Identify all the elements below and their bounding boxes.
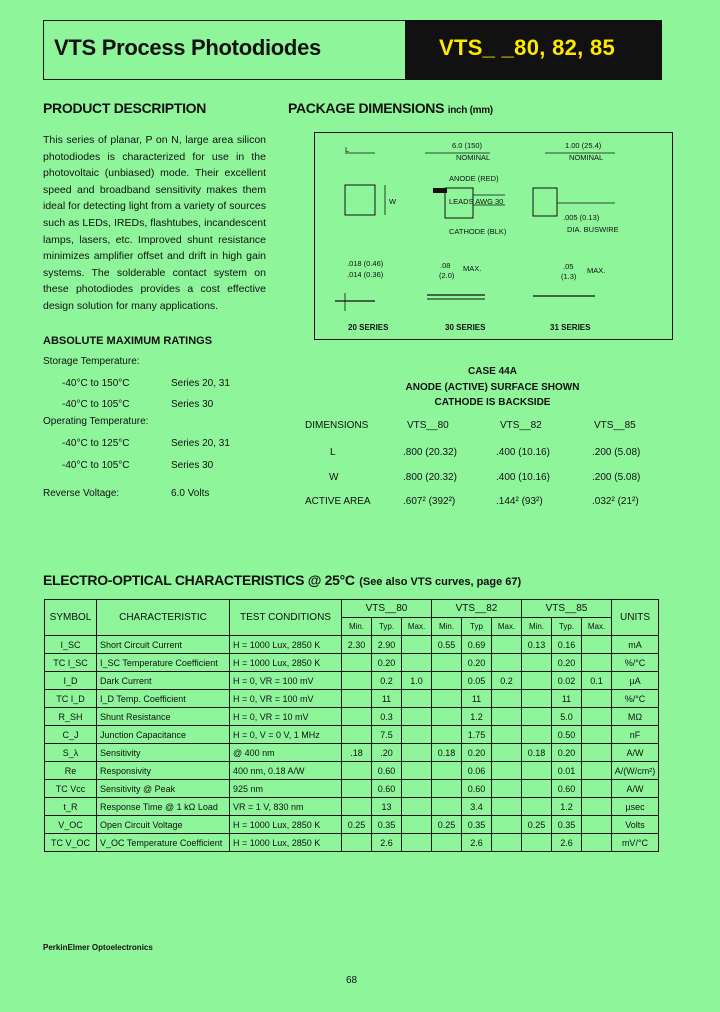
eo-cell-value — [522, 654, 552, 672]
eo-cell-value — [582, 744, 612, 762]
eo-cell-value — [522, 762, 552, 780]
eo-cell-test: 925 nm — [230, 780, 342, 798]
eo-cell-characteristic: Dark Current — [97, 672, 230, 690]
dim-row-l-name: L — [330, 447, 336, 458]
eo-cell-value: 0.35 — [552, 816, 582, 834]
eo-cell-test: H = 0, VR = 100 mV — [230, 672, 342, 690]
eo-cell-test: H = 0, V = 0 V, 1 MHz — [230, 726, 342, 744]
eo-cell-value: 0.69 — [462, 636, 492, 654]
table-row — [45, 708, 659, 726]
table-row — [45, 798, 659, 816]
pkg-d2: 1.00 (25.4) — [565, 141, 602, 150]
pkg-t1: .018 (0.46) — [347, 259, 384, 268]
table-row — [45, 834, 659, 852]
eo-cell-value: 11 — [372, 690, 402, 708]
eo-cell-test: 400 nm, 0.18 A/W — [230, 762, 342, 780]
storage-range-1: -40°C to 150°C — [62, 378, 130, 389]
eo-see-also: (See also VTS curves, page 67) — [359, 576, 522, 588]
ratings-heading: ABSOLUTE MAXIMUM RATINGS — [43, 335, 213, 347]
series-label-31: 31 SERIES — [550, 323, 591, 332]
eo-sub-max-80: Max. — [402, 618, 432, 636]
series-label-20: 20 SERIES — [348, 323, 389, 332]
dim-header-80: VTS__80 — [407, 420, 449, 431]
eo-cell-value — [492, 708, 522, 726]
eo-cell-value — [432, 798, 462, 816]
eo-cell-value — [402, 690, 432, 708]
eo-sub-typ-85: Typ. — [552, 618, 582, 636]
eo-cell-value — [582, 654, 612, 672]
eo-cell-value: 2.90 — [372, 636, 402, 654]
pkg-t2: .014 (0.36) — [347, 270, 384, 279]
eo-cell-value — [402, 636, 432, 654]
pkg-nominal2: NOMINAL — [569, 153, 604, 162]
eo-cell-value — [342, 672, 372, 690]
eo-sub-typ-82: Typ — [462, 618, 492, 636]
pkg-max2: MAX. — [587, 266, 606, 275]
dim-row-l-82: .400 (10.16) — [496, 447, 550, 458]
eo-cell-value: 13 — [372, 798, 402, 816]
package-heading-text: PACKAGE DIMENSIONS — [288, 100, 445, 116]
storage-range-2: -40°C to 105°C — [62, 399, 130, 410]
eo-cell-value — [432, 672, 462, 690]
eo-cell-symbol: t_R — [45, 798, 97, 816]
eo-cell-value: 1.2 — [462, 708, 492, 726]
eo-sub-max-82: Max. — [492, 618, 522, 636]
eo-cell-value: 0.55 — [432, 636, 462, 654]
eo-cell-value: 0.50 — [552, 726, 582, 744]
eo-cell-value: 0.01 — [552, 762, 582, 780]
eo-cell-unit: Volts — [612, 816, 659, 834]
eo-cell-value: 2.6 — [372, 834, 402, 852]
eo-col-test: TEST CONDITIONS — [230, 600, 342, 636]
table-row — [45, 816, 659, 834]
eo-cell-value — [402, 654, 432, 672]
eo-cell-value: 0.05 — [462, 672, 492, 690]
eo-cell-value — [492, 636, 522, 654]
eo-cell-value: 0.20 — [462, 654, 492, 672]
table-row — [45, 636, 659, 654]
eo-cell-symbol: V_OC — [45, 816, 97, 834]
eo-cell-value: 0.2 — [492, 672, 522, 690]
eo-cell-value — [522, 798, 552, 816]
case-number: CASE 44A — [468, 366, 517, 377]
eo-cell-unit: µsec — [612, 798, 659, 816]
eo-cell-value: 0.20 — [462, 744, 492, 762]
series30-tab — [433, 188, 447, 193]
eo-col-group-80: VTS__80 — [342, 600, 432, 618]
eo-cell-value — [582, 636, 612, 654]
eo-cell-value: 0.60 — [552, 780, 582, 798]
eo-cell-value — [402, 816, 432, 834]
pkg-l-label: L — [345, 145, 350, 154]
eo-cell-value — [402, 708, 432, 726]
eo-cell-value — [402, 726, 432, 744]
eo-sub-typ-80: Typ. — [372, 618, 402, 636]
pkg-leads: LEADS AWG 30 — [449, 197, 504, 206]
eo-cell-characteristic: I_SC Temperature Coefficient — [97, 654, 230, 672]
eo-cell-value — [582, 816, 612, 834]
eo-cell-value: 5.0 — [552, 708, 582, 726]
eo-cell-value — [402, 834, 432, 852]
eo-cell-symbol: R_SH — [45, 708, 97, 726]
operating-range-2: -40°C to 105°C — [62, 460, 130, 471]
eo-cell-test: H = 1000 Lux, 2850 K — [230, 654, 342, 672]
eo-cell-value: 2.6 — [462, 834, 492, 852]
series31-body — [533, 188, 557, 216]
eo-cell-value — [492, 780, 522, 798]
product-description-heading: PRODUCT DESCRIPTION — [43, 100, 207, 116]
dim-row-w-name: W — [329, 472, 339, 483]
eo-sub-min-82: Min. — [432, 618, 462, 636]
eo-cell-value: 0.25 — [522, 816, 552, 834]
eo-cell-value — [402, 798, 432, 816]
eo-cell-value — [342, 780, 372, 798]
eo-cell-value — [342, 726, 372, 744]
eo-cell-value — [342, 798, 372, 816]
pkg-max1: MAX. — [463, 264, 482, 273]
operating-range-1: -40°C to 125°C — [62, 438, 130, 449]
eo-cell-value: 3.4 — [462, 798, 492, 816]
eo-cell-value — [432, 834, 462, 852]
eo-cell-value — [342, 654, 372, 672]
eo-cell-value — [342, 708, 372, 726]
pkg-t3b: (2.0) — [439, 271, 455, 280]
eo-cell-unit: A/(W/cm²) — [612, 762, 659, 780]
eo-cell-value — [492, 816, 522, 834]
eo-cell-value: 11 — [462, 690, 492, 708]
eo-cell-value — [402, 780, 432, 798]
cathode-note: CATHODE IS BACKSIDE — [434, 397, 551, 408]
eo-cell-value: 0.35 — [372, 816, 402, 834]
dim-row-area-85: .032² (21²) — [592, 496, 639, 507]
eo-cell-value — [432, 726, 462, 744]
eo-cell-value — [432, 762, 462, 780]
eo-cell-value — [432, 708, 462, 726]
table-row — [45, 744, 659, 762]
eo-cell-value: 0.13 — [522, 636, 552, 654]
eo-cell-value — [492, 654, 522, 672]
series20-body — [345, 185, 375, 215]
header-title-box — [44, 21, 404, 79]
eo-cell-value: 0.3 — [372, 708, 402, 726]
eo-cell-symbol: S_λ — [45, 744, 97, 762]
page-header — [43, 20, 662, 80]
eo-cell-value: .20 — [372, 744, 402, 762]
eo-cell-value — [492, 798, 522, 816]
pkg-anode: ANODE (RED) — [449, 174, 499, 183]
dim-row-area-82: .144² (93²) — [496, 496, 543, 507]
eo-cell-unit: nF — [612, 726, 659, 744]
eo-col-group-82: VTS__82 — [432, 600, 522, 618]
eo-cell-value: 0.18 — [432, 744, 462, 762]
package-drawing-svg — [315, 133, 672, 339]
package-drawing — [314, 132, 673, 340]
dim-row-w-85: .200 (5.08) — [592, 472, 641, 483]
eo-cell-symbol: C_J — [45, 726, 97, 744]
eo-cell-value — [432, 780, 462, 798]
eo-cell-symbol: TC I_D — [45, 690, 97, 708]
eo-cell-unit: %/°C — [612, 654, 659, 672]
eo-cell-value: 2.30 — [342, 636, 372, 654]
eo-cell-value: 0.16 — [552, 636, 582, 654]
eo-cell-value — [582, 798, 612, 816]
series-label-30: 30 SERIES — [445, 323, 486, 332]
eo-cell-test: H = 0, VR = 100 mV — [230, 690, 342, 708]
eo-cell-value: 0.60 — [372, 762, 402, 780]
table-row — [45, 762, 659, 780]
eo-cell-characteristic: Sensitivity @ Peak — [97, 780, 230, 798]
eo-cell-value — [522, 780, 552, 798]
eo-cell-characteristic: I_D Temp. Coefficient — [97, 690, 230, 708]
eo-cell-value — [582, 780, 612, 798]
eo-cell-value: 0.20 — [552, 744, 582, 762]
dim-row-area-80: .607² (392²) — [403, 496, 456, 507]
eo-cell-value: 11 — [552, 690, 582, 708]
eo-col-symbol: SYMBOL — [45, 600, 97, 636]
dim-header-82: VTS__82 — [500, 420, 542, 431]
eo-cell-value — [342, 690, 372, 708]
eo-cell-value: 0.20 — [552, 654, 582, 672]
table-row — [45, 672, 659, 690]
eo-heading-text: ELECTRO-OPTICAL CHARACTERISTICS @ 25°C — [43, 572, 355, 588]
dim-row-w-82: .400 (10.16) — [496, 472, 550, 483]
eo-cell-unit: µA — [612, 672, 659, 690]
eo-cell-unit: mV/°C — [612, 834, 659, 852]
dim-header-85: VTS__85 — [594, 420, 636, 431]
eo-cell-characteristic: Shunt Resistance — [97, 708, 230, 726]
eo-cell-value: 1.75 — [462, 726, 492, 744]
eo-cell-value — [522, 672, 552, 690]
eo-cell-symbol: I_SC — [45, 636, 97, 654]
eo-cell-value — [432, 654, 462, 672]
eo-cell-value — [492, 762, 522, 780]
eo-cell-value — [492, 834, 522, 852]
eo-cell-value — [402, 762, 432, 780]
eo-cell-test: VR = 1 V, 830 nm — [230, 798, 342, 816]
dim-row-l-80: .800 (20.32) — [403, 447, 457, 458]
operating-series-2: Series 30 — [171, 460, 214, 471]
eo-sub-max-85: Max. — [582, 618, 612, 636]
eo-table-body — [45, 636, 659, 852]
package-dimensions-heading — [288, 100, 493, 116]
eo-cell-value: 1.2 — [552, 798, 582, 816]
eo-table — [44, 599, 659, 852]
storage-label: Storage Temperature: — [43, 356, 140, 367]
eo-cell-value: 0.60 — [462, 780, 492, 798]
footer-company: PerkinElmer Optoelectronics — [43, 943, 153, 952]
eo-cell-value — [522, 726, 552, 744]
eo-cell-symbol: Re — [45, 762, 97, 780]
pkg-d1: 6.0 (150) — [452, 141, 483, 150]
eo-cell-value — [522, 690, 552, 708]
eo-cell-value — [492, 690, 522, 708]
eo-sub-min-80: Min. — [342, 618, 372, 636]
dim-row-w-80: .800 (20.32) — [403, 472, 457, 483]
package-unit: inch (mm) — [447, 105, 493, 116]
eo-sub-min-85: Min. — [522, 618, 552, 636]
eo-cell-characteristic: Open Circuit Voltage — [97, 816, 230, 834]
eo-col-units: UNITS — [612, 600, 659, 636]
eo-cell-unit: %/°C — [612, 690, 659, 708]
eo-cell-value — [582, 726, 612, 744]
eo-cell-test: H = 1000 Lux, 2850 K — [230, 636, 342, 654]
eo-cell-value: .18 — [342, 744, 372, 762]
storage-series-1: Series 20, 31 — [171, 378, 230, 389]
eo-cell-characteristic: Response Time @ 1 kΩ Load — [97, 798, 230, 816]
eo-cell-value — [342, 762, 372, 780]
eo-cell-symbol: I_D — [45, 672, 97, 690]
eo-cell-unit: mA — [612, 636, 659, 654]
operating-series-1: Series 20, 31 — [171, 438, 230, 449]
product-description-text: This series of planar, P on N, large area silicon photodiodes is characterized for use in the photovoltaic (unbiased) mode. Their excellent speed and broadband sensitivity makes them ideal for detecting light from a variety of sources such as LEDs, IREDs, flashtubes, incandescent lamps, lasers, etc. Improved shunt resistance minimizes amplifier offset and drift in high gain systems. The solderable contact system on these photodiodes provides a cost effective design solution for many applications. — [43, 134, 266, 312]
case-notes — [314, 364, 671, 411]
eo-cell-characteristic: Responsivity — [97, 762, 230, 780]
eo-cell-unit: MΩ — [612, 708, 659, 726]
eo-cell-value: 1.0 — [402, 672, 432, 690]
eo-cell-value: 2.6 — [552, 834, 582, 852]
eo-cell-test: @ 400 nm — [230, 744, 342, 762]
eo-cell-value — [582, 708, 612, 726]
eo-cell-symbol: TC V_OC — [45, 834, 97, 852]
reverse-voltage-label: Reverse Voltage: — [43, 488, 120, 499]
model-number: VTS_ _80, 82, 85 — [439, 35, 616, 60]
eo-cell-value — [582, 762, 612, 780]
dim-row-area-name: ACTIVE AREA — [305, 496, 371, 507]
eo-cell-value: 0.25 — [342, 816, 372, 834]
eo-cell-value — [492, 726, 522, 744]
eo-cell-value — [582, 690, 612, 708]
eo-cell-value: 0.06 — [462, 762, 492, 780]
pkg-nominal1: NOMINAL — [456, 153, 491, 162]
eo-cell-value — [402, 744, 432, 762]
eo-cell-characteristic: Sensitivity — [97, 744, 230, 762]
eo-cell-unit: A/W — [612, 744, 659, 762]
table-row — [45, 690, 659, 708]
eo-cell-characteristic: Short Circuit Current — [97, 636, 230, 654]
eo-cell-characteristic: V_OC Temperature Coefficient — [97, 834, 230, 852]
pkg-buswire1: .005 (0.13) — [563, 213, 600, 222]
eo-cell-value: 0.60 — [372, 780, 402, 798]
eo-cell-test: H = 1000 Lux, 2850 K — [230, 816, 342, 834]
pkg-cathode: CATHODE (BLK) — [449, 227, 507, 236]
eo-cell-value — [492, 744, 522, 762]
eo-cell-value: 0.1 — [582, 672, 612, 690]
eo-cell-value — [342, 834, 372, 852]
page-number: 68 — [346, 975, 358, 986]
dim-header-dimensions: DIMENSIONS — [305, 420, 369, 431]
anode-surface-note: ANODE (ACTIVE) SURFACE SHOWN — [405, 381, 580, 393]
pkg-t4b: (1.3) — [561, 272, 577, 281]
eo-cell-symbol: TC Vcc — [45, 780, 97, 798]
eo-cell-value: 0.02 — [552, 672, 582, 690]
storage-series-2: Series 30 — [171, 399, 214, 410]
eo-cell-value: 0.35 — [462, 816, 492, 834]
eo-cell-value: 0.2 — [372, 672, 402, 690]
pkg-t4: .05 — [563, 262, 574, 271]
eo-cell-test: H = 1000 Lux, 2850 K — [230, 834, 342, 852]
header-model-box — [405, 21, 661, 79]
page-title: VTS Process Photodiodes — [54, 35, 321, 60]
pkg-t3: .08 — [440, 261, 451, 270]
eo-cell-test: H = 0, VR = 10 mV — [230, 708, 342, 726]
eo-cell-value: 0.18 — [522, 744, 552, 762]
table-row — [45, 726, 659, 744]
eo-cell-value: 0.25 — [432, 816, 462, 834]
reverse-voltage-value: 6.0 Volts — [171, 488, 210, 499]
operating-label: Operating Temperature: — [43, 416, 149, 427]
eo-cell-value — [522, 834, 552, 852]
eo-cell-symbol: TC I_SC — [45, 654, 97, 672]
pkg-buswire2: DIA. BUSWIRE — [567, 225, 619, 234]
eo-heading — [43, 572, 521, 590]
eo-cell-value — [432, 690, 462, 708]
eo-col-characteristic: CHARACTERISTIC — [97, 600, 230, 636]
pkg-w-label: W — [389, 197, 397, 206]
table-row — [45, 654, 659, 672]
eo-cell-unit: A/W — [612, 780, 659, 798]
eo-cell-value — [582, 834, 612, 852]
eo-cell-value — [522, 708, 552, 726]
dim-row-l-85: .200 (5.08) — [592, 447, 641, 458]
eo-cell-value: 7.5 — [372, 726, 402, 744]
eo-cell-value: 0.20 — [372, 654, 402, 672]
eo-col-group-85: VTS__85 — [522, 600, 612, 618]
eo-cell-characteristic: Junction Capacitance — [97, 726, 230, 744]
table-row — [45, 780, 659, 798]
